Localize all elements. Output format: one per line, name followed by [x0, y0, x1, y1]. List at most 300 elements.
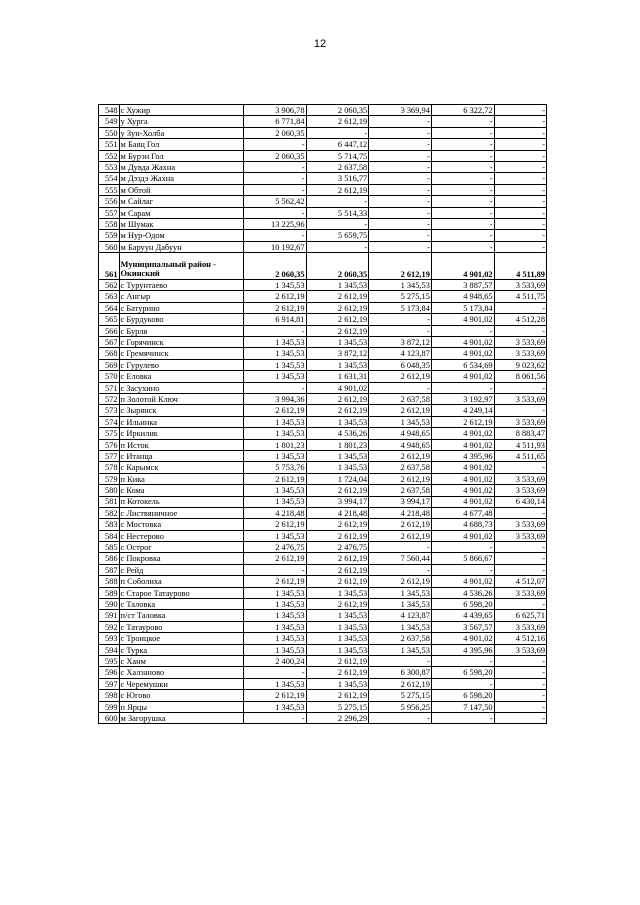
table-row: [99, 196, 547, 207]
settlement-name: с Халзаново: [119, 667, 243, 678]
table-row: [99, 393, 547, 404]
value-cell: 2 060,35: [243, 253, 306, 280]
settlement-name: с Гремячинск: [119, 348, 243, 359]
value-cell: 2 476,75: [306, 542, 369, 553]
tariff-table: [98, 104, 547, 724]
settlement-name: с Засухино: [119, 382, 243, 393]
value-cell: 2 612,19: [243, 291, 306, 302]
value-cell: 2 612,19: [306, 485, 369, 496]
page-number: 12: [313, 38, 327, 50]
value-cell: 2 060,35: [243, 127, 306, 138]
value-cell: -: [431, 218, 494, 229]
table-row: [99, 302, 547, 313]
value-cell: 4 218,48: [369, 507, 432, 518]
settlement-name: п Золотой Ключ: [119, 393, 243, 404]
value-cell: 5 714,75: [306, 150, 369, 161]
table-row: [99, 450, 547, 461]
value-cell: 1 345,53: [369, 599, 432, 610]
settlement-name: м Бурэн Гол: [119, 150, 243, 161]
row-number: 564: [99, 302, 120, 313]
value-cell: 7 147,50: [431, 701, 494, 712]
value-cell: 4 218,48: [243, 507, 306, 518]
value-cell: -: [431, 241, 494, 252]
row-number: 595: [99, 655, 120, 666]
value-cell: 6 048,35: [369, 359, 432, 370]
value-cell: -: [431, 150, 494, 161]
table-row: [99, 139, 547, 150]
value-cell: -: [494, 218, 546, 229]
value-cell: -: [494, 207, 546, 218]
value-cell: 4 901,02: [306, 382, 369, 393]
value-cell: 1 345,53: [306, 337, 369, 348]
value-cell: -: [431, 196, 494, 207]
row-number: 570: [99, 371, 120, 382]
row-number: 575: [99, 428, 120, 439]
table-row: [99, 519, 547, 530]
row-number: 592: [99, 621, 120, 632]
row-number: 594: [99, 644, 120, 655]
value-cell: 5 514,33: [306, 207, 369, 218]
table-row: [99, 621, 547, 632]
row-number: 586: [99, 553, 120, 564]
value-cell: -: [243, 207, 306, 218]
value-cell: 4 512,28: [494, 314, 546, 325]
value-cell: 2 612,19: [369, 473, 432, 484]
row-number: 573: [99, 405, 120, 416]
settlement-name: м Нур-Одом: [119, 230, 243, 241]
value-cell: 4 901,02: [431, 337, 494, 348]
table-row: [99, 530, 547, 541]
value-cell: 4 123,87: [369, 348, 432, 359]
settlement-name: с Еловка: [119, 371, 243, 382]
value-cell: -: [431, 382, 494, 393]
settlement-name: с Итанца: [119, 450, 243, 461]
value-cell: 2 612,19: [243, 405, 306, 416]
row-number: 563: [99, 291, 120, 302]
value-cell: 1 345,53: [369, 621, 432, 632]
value-cell: 2 612,19: [306, 564, 369, 575]
value-cell: -: [369, 139, 432, 150]
settlement-name: с Старое Татаурово: [119, 587, 243, 598]
table-row: [99, 184, 547, 195]
value-cell: 4 511,93: [494, 439, 546, 450]
value-cell: 1 345,53: [243, 621, 306, 632]
settlement-name: с Югово: [119, 690, 243, 701]
settlement-name: с Ангыр: [119, 291, 243, 302]
value-cell: -: [494, 127, 546, 138]
value-cell: 1 345,53: [243, 348, 306, 359]
value-cell: -: [431, 542, 494, 553]
value-cell: 2 612,19: [306, 314, 369, 325]
settlement-name: с Рейд: [119, 564, 243, 575]
value-cell: 3 533,69: [494, 416, 546, 427]
value-cell: 4 901,02: [431, 371, 494, 382]
value-cell: -: [431, 678, 494, 689]
value-cell: 6 534,69: [431, 359, 494, 370]
row-number: 579: [99, 473, 120, 484]
settlement-name: п Ярцы: [119, 701, 243, 712]
value-cell: 1 345,53: [243, 450, 306, 461]
value-cell: 6 430,14: [494, 496, 546, 507]
value-cell: 1 345,53: [243, 371, 306, 382]
table-row: [99, 633, 547, 644]
settlement-name: с Хужир: [119, 105, 243, 116]
value-cell: 5 173,84: [369, 302, 432, 313]
value-cell: 1 345,53: [306, 280, 369, 291]
value-cell: 4 395,96: [431, 644, 494, 655]
settlement-name: с Бурля: [119, 325, 243, 336]
value-cell: -: [494, 690, 546, 701]
settlement-name: с Кома: [119, 485, 243, 496]
value-cell: 4 901,02: [431, 428, 494, 439]
settlement-name: у Зун-Холба: [119, 127, 243, 138]
table-row: [99, 496, 547, 507]
row-number: 562: [99, 280, 120, 291]
value-cell: -: [431, 116, 494, 127]
value-cell: -: [369, 564, 432, 575]
value-cell: 5 562,42: [243, 196, 306, 207]
value-cell: 4 512,16: [494, 633, 546, 644]
value-cell: 3 533,69: [494, 530, 546, 541]
value-cell: -: [369, 196, 432, 207]
value-cell: 2 612,19: [369, 371, 432, 382]
row-number: 557: [99, 207, 120, 218]
value-cell: 4 901,02: [431, 253, 494, 280]
table-row: [99, 405, 547, 416]
value-cell: 2 612,19: [306, 599, 369, 610]
settlement-name: м Дувда Жахна: [119, 161, 243, 172]
value-cell: 3 887,57: [431, 280, 494, 291]
value-cell: 2 612,19: [306, 519, 369, 530]
value-cell: 1 345,53: [243, 428, 306, 439]
value-cell: 1 345,53: [369, 587, 432, 598]
value-cell: -: [243, 230, 306, 241]
settlement-name: с Ханм: [119, 655, 243, 666]
value-cell: 2 612,19: [306, 184, 369, 195]
value-cell: -: [369, 712, 432, 723]
table-row: [99, 280, 547, 291]
value-cell: -: [494, 325, 546, 336]
value-cell: -: [243, 325, 306, 336]
value-cell: 6 771,84: [243, 116, 306, 127]
value-cell: -: [431, 207, 494, 218]
value-cell: 2 637,58: [369, 485, 432, 496]
value-cell: 2 612,19: [306, 553, 369, 564]
table-row: [99, 587, 547, 598]
row-number: 582: [99, 507, 120, 518]
table-row: [99, 291, 547, 302]
row-number: 566: [99, 325, 120, 336]
value-cell: 2 612,19: [431, 416, 494, 427]
value-cell: -: [369, 382, 432, 393]
value-cell: 7 560,44: [369, 553, 432, 564]
value-cell: 3 533,69: [494, 280, 546, 291]
value-cell: 4 511,89: [494, 253, 546, 280]
value-cell: 4 901,02: [431, 462, 494, 473]
value-cell: -: [369, 218, 432, 229]
table-row: [99, 314, 547, 325]
table-row: [99, 553, 547, 564]
value-cell: 2 612,19: [243, 302, 306, 313]
value-cell: 6 625,71: [494, 610, 546, 621]
value-cell: -: [494, 150, 546, 161]
settlement-name: с Турка: [119, 644, 243, 655]
value-cell: 1 345,53: [306, 462, 369, 473]
row-number: 584: [99, 530, 120, 541]
table-row: [99, 690, 547, 701]
settlement-name: п/ст Таловка: [119, 610, 243, 621]
value-cell: 4 677,48: [431, 507, 494, 518]
settlement-name: с Острог: [119, 542, 243, 553]
row-number: 588: [99, 576, 120, 587]
row-number: 589: [99, 587, 120, 598]
value-cell: 1 345,53: [243, 678, 306, 689]
value-cell: 1 345,53: [243, 599, 306, 610]
value-cell: 1 345,53: [243, 416, 306, 427]
value-cell: 1 631,31: [306, 371, 369, 382]
value-cell: 3 533,69: [494, 337, 546, 348]
value-cell: -: [494, 655, 546, 666]
value-cell: -: [494, 105, 546, 116]
value-cell: 3 533,69: [494, 519, 546, 530]
value-cell: 13 225,96: [243, 218, 306, 229]
value-cell: 6 300,87: [369, 667, 432, 678]
value-cell: -: [494, 241, 546, 252]
table-row: [99, 644, 547, 655]
row-number: 578: [99, 462, 120, 473]
value-cell: 8 061,56: [494, 371, 546, 382]
settlement-name: м Сайлаг: [119, 196, 243, 207]
settlement-name: с Карымск: [119, 462, 243, 473]
value-cell: -: [369, 150, 432, 161]
value-cell: -: [431, 230, 494, 241]
value-cell: 2 612,19: [306, 325, 369, 336]
settlement-name: с Таловка: [119, 599, 243, 610]
value-cell: -: [494, 230, 546, 241]
value-cell: 2 060,35: [306, 105, 369, 116]
table-row: [99, 150, 547, 161]
value-cell: 4 948,65: [431, 291, 494, 302]
value-cell: 4 901,02: [431, 473, 494, 484]
value-cell: 1 345,53: [243, 337, 306, 348]
value-cell: -: [369, 655, 432, 666]
value-cell: 1 345,53: [306, 644, 369, 655]
value-cell: -: [369, 230, 432, 241]
value-cell: -: [494, 302, 546, 313]
value-cell: 5 659,75: [306, 230, 369, 241]
settlement-name: с Черемушки: [119, 678, 243, 689]
value-cell: -: [306, 218, 369, 229]
table-row: [99, 610, 547, 621]
settlement-name: с Нестерово: [119, 530, 243, 541]
value-cell: -: [369, 127, 432, 138]
value-cell: -: [494, 173, 546, 184]
value-cell: -: [431, 564, 494, 575]
value-cell: 2 612,19: [369, 253, 432, 280]
value-cell: 6 598,20: [431, 667, 494, 678]
value-cell: 6 447,12: [306, 139, 369, 150]
value-cell: -: [369, 241, 432, 252]
table-row: [99, 507, 547, 518]
value-cell: 3 533,69: [494, 393, 546, 404]
value-cell: -: [369, 314, 432, 325]
row-number: 599: [99, 701, 120, 712]
row-number: 577: [99, 450, 120, 461]
table-row: [99, 337, 547, 348]
value-cell: 4 948,65: [369, 439, 432, 450]
value-cell: -: [494, 139, 546, 150]
value-cell: 1 345,53: [243, 633, 306, 644]
value-cell: 2 637,58: [306, 161, 369, 172]
value-cell: 1 345,53: [243, 485, 306, 496]
value-cell: -: [243, 564, 306, 575]
row-number: 580: [99, 485, 120, 496]
value-cell: 8 883,47: [494, 428, 546, 439]
value-cell: -: [369, 161, 432, 172]
value-cell: 3 533,69: [494, 485, 546, 496]
value-cell: 5 275,15: [369, 291, 432, 302]
value-cell: 2 612,19: [306, 405, 369, 416]
table-row: [99, 542, 547, 553]
value-cell: 3 994,36: [243, 393, 306, 404]
value-cell: 4 249,14: [431, 405, 494, 416]
value-cell: 3 533,69: [494, 621, 546, 632]
value-cell: -: [243, 161, 306, 172]
settlement-name: Муниципальный район - Окинский: [119, 253, 243, 280]
value-cell: -: [494, 161, 546, 172]
settlement-name: п Соболиха: [119, 576, 243, 587]
value-cell: -: [369, 207, 432, 218]
settlement-name: с Гурулево: [119, 359, 243, 370]
value-cell: 3 906,78: [243, 105, 306, 116]
value-cell: 2 612,19: [306, 655, 369, 666]
value-cell: -: [494, 667, 546, 678]
value-cell: -: [431, 184, 494, 195]
value-cell: 3 994,17: [369, 496, 432, 507]
value-cell: -: [431, 173, 494, 184]
value-cell: 3 533,69: [494, 473, 546, 484]
value-cell: 4 901,02: [431, 485, 494, 496]
value-cell: -: [494, 553, 546, 564]
value-cell: 2 612,19: [243, 473, 306, 484]
settlement-name: м Баяц Гол: [119, 139, 243, 150]
value-cell: 4 948,65: [369, 428, 432, 439]
row-number: 553: [99, 161, 120, 172]
table-row: [99, 325, 547, 336]
value-cell: 1 345,53: [306, 450, 369, 461]
value-cell: 1 801,23: [243, 439, 306, 450]
value-cell: -: [494, 599, 546, 610]
table-row: [99, 127, 547, 138]
value-cell: -: [494, 564, 546, 575]
value-cell: -: [243, 382, 306, 393]
value-cell: 2 612,19: [243, 553, 306, 564]
row-number: 565: [99, 314, 120, 325]
value-cell: 2 612,19: [243, 690, 306, 701]
value-cell: -: [494, 116, 546, 127]
value-cell: 2 296,29: [306, 712, 369, 723]
value-cell: 1 345,53: [306, 621, 369, 632]
table-row: [99, 371, 547, 382]
table-row: [99, 348, 547, 359]
value-cell: 2 612,19: [306, 302, 369, 313]
settlement-name: с Покровка: [119, 553, 243, 564]
value-cell: 5 956,25: [369, 701, 432, 712]
value-cell: 3 567,57: [431, 621, 494, 632]
row-number: 585: [99, 542, 120, 553]
row-number: 552: [99, 150, 120, 161]
value-cell: 3 994,17: [306, 496, 369, 507]
value-cell: 1 345,53: [306, 587, 369, 598]
value-cell: 4 123,87: [369, 610, 432, 621]
value-cell: 2 612,19: [369, 519, 432, 530]
value-cell: -: [494, 701, 546, 712]
value-cell: 2 476,75: [243, 542, 306, 553]
value-cell: 1 345,53: [243, 587, 306, 598]
value-cell: 10 192,67: [243, 241, 306, 252]
value-cell: -: [494, 542, 546, 553]
value-cell: 1 801,23: [306, 439, 369, 450]
table-row: [99, 416, 547, 427]
table-row: [99, 207, 547, 218]
row-number: 554: [99, 173, 120, 184]
table-row: [99, 564, 547, 575]
value-cell: 2 612,19: [306, 690, 369, 701]
settlement-name: м Обтой: [119, 184, 243, 195]
table-row: [99, 382, 547, 393]
value-cell: -: [369, 116, 432, 127]
table-row: [99, 678, 547, 689]
value-cell: -: [431, 139, 494, 150]
value-cell: 3 872,12: [369, 337, 432, 348]
table-row: [99, 428, 547, 439]
value-cell: 1 345,53: [369, 280, 432, 291]
value-cell: 2 612,19: [306, 530, 369, 541]
value-cell: 1 345,53: [243, 280, 306, 291]
value-cell: 3 872,12: [306, 348, 369, 359]
row-number: 600: [99, 712, 120, 723]
settlement-name: п Кика: [119, 473, 243, 484]
value-cell: -: [243, 712, 306, 723]
value-cell: 2 060,35: [306, 253, 369, 280]
value-cell: 2 612,19: [243, 576, 306, 587]
value-cell: 2 060,35: [243, 150, 306, 161]
row-number: 593: [99, 633, 120, 644]
value-cell: -: [243, 173, 306, 184]
value-cell: 1 345,53: [243, 530, 306, 541]
value-cell: -: [494, 507, 546, 518]
value-cell: 2 612,19: [369, 405, 432, 416]
value-cell: -: [369, 542, 432, 553]
row-number: 574: [99, 416, 120, 427]
value-cell: 9 023,62: [494, 359, 546, 370]
value-cell: -: [306, 241, 369, 252]
value-cell: -: [306, 127, 369, 138]
table-row: [99, 439, 547, 450]
value-cell: -: [431, 655, 494, 666]
value-cell: -: [431, 127, 494, 138]
value-cell: 1 345,53: [243, 644, 306, 655]
value-cell: -: [494, 196, 546, 207]
value-cell: 1 345,53: [306, 610, 369, 621]
table-row: [99, 667, 547, 678]
value-cell: 2 637,58: [369, 462, 432, 473]
value-cell: 5 275,15: [369, 690, 432, 701]
value-cell: 2 612,19: [369, 450, 432, 461]
value-cell: 4 901,02: [431, 314, 494, 325]
row-number: 555: [99, 184, 120, 195]
value-cell: -: [494, 405, 546, 416]
